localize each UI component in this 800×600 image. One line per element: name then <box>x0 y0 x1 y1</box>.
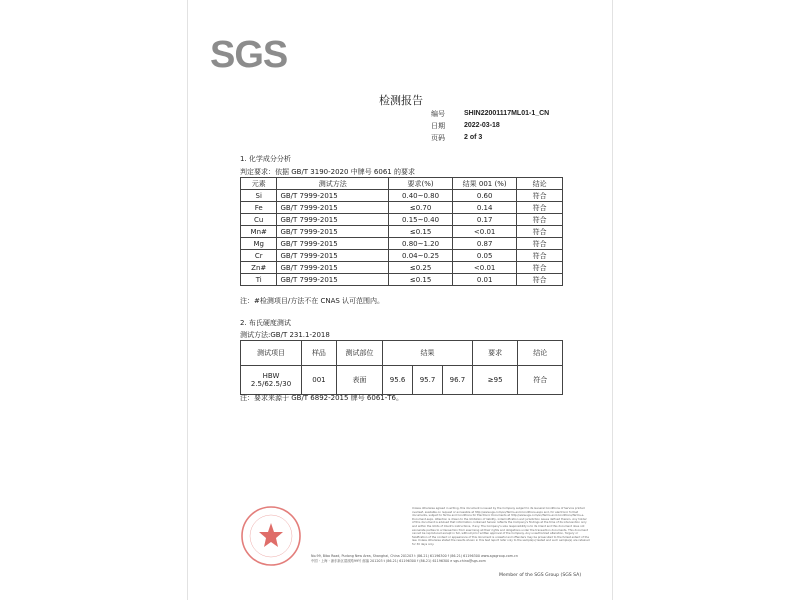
element-cell: Zn# <box>241 262 277 274</box>
result-cell: 0.60 <box>453 190 517 202</box>
conclusion-cell: 符合 <box>517 214 563 226</box>
result-cell: 0.17 <box>453 214 517 226</box>
conclusion-cell: 符合 <box>517 238 563 250</box>
table-header-row <box>241 178 563 190</box>
result-cell: 0.87 <box>453 238 517 250</box>
table-row <box>241 366 563 395</box>
conclusion-cell: 符合 <box>518 366 563 395</box>
conclusion-cell: 符合 <box>517 250 563 262</box>
meta-value: SHIN22001117ML01-1_CN <box>464 110 550 117</box>
meta-key: 页码 <box>431 134 445 142</box>
header-cell: 元素 <box>241 178 277 190</box>
table-row <box>241 250 563 262</box>
conclusion-cell: 符合 <box>517 262 563 274</box>
section2-method: 测试方法:GB/T 231.1-2018 <box>240 331 330 339</box>
sample-cell: 001 <box>302 366 337 395</box>
conclusion-cell: 符合 <box>517 226 563 238</box>
header-cell: 结论 <box>517 178 563 190</box>
method-cell: GB/T 7999-2015 <box>277 190 389 202</box>
element-cell: Cr <box>241 250 277 262</box>
footer-address <box>311 554 518 564</box>
table-header-row <box>241 341 563 366</box>
header-cell: 样品 <box>302 341 337 366</box>
requirement-cell: 0.04~0.25 <box>389 250 453 262</box>
method-cell: GB/T 7999-2015 <box>277 238 389 250</box>
element-cell: Mg <box>241 238 277 250</box>
address-chinese: 中国・上海・浦东新区碧波路99号 邮编 201203 t (86-21) 61196300 f (86-21) 61196300 e sgs.china@sgs.com <box>311 559 486 563</box>
report-page <box>187 0 613 600</box>
footer-disclaimer: Unless otherwise agreed in writing, this document is issued by the Company subject to its General Conditions of Service printed overleaf, available on request or accessible at http://www.sgs.com/en/Terms-and-Conditions.aspx and, for electronic format documents, subject to Terms and Conditions for Electronic Documents at http://www.sgs.com/en/Terms-and-Conditions/Terms-e-Document.aspx. Attention is drawn to the limitation of liability, indemnification and jurisdiction issues defined therein. Any holder of this document is advised that information contained hereon reflects the Company's findings at the time of its intervention only and within the limits of Client's instructions, if any. The Company's sole responsibility is to its Client and this document does not exonerate parties to a transaction from exercising all their rights and obligations under the transaction documents. This document cannot be reproduced except in full, without prior written approval of the Company. Any unauthorized alteration, forgery or falsification of the content or appearance of this document is unlawful and offenders may be prosecuted to the fullest extent of the law. Unless otherwise stated the results shown in this test report refer only to the sample(s) tested and such sample(s) are retained for 30 days only. <box>412 506 590 546</box>
section1-requirement: 判定要求：依据 GB/T 3190-2020 中牌号 6061 的要求 <box>240 168 415 176</box>
result-cell: 0.14 <box>453 202 517 214</box>
element-cell: Fe <box>241 202 277 214</box>
section2-note: 注：要求来源于 GB/T 6892-2015 牌号 6061-T6。 <box>240 394 403 402</box>
requirement-cell: ≤0.25 <box>389 262 453 274</box>
table-row <box>241 214 563 226</box>
meta-row-number <box>431 108 549 120</box>
sgs-logo: SGS <box>210 34 288 76</box>
result-cell: <0.01 <box>453 226 517 238</box>
requirement-cell: ≤0.15 <box>389 274 453 286</box>
element-cell: Mn# <box>241 226 277 238</box>
table-row <box>241 274 563 286</box>
meta-key: 日期 <box>431 122 445 130</box>
member-statement: Member of the SGS Group (SGS SA) <box>499 573 582 578</box>
method-cell: GB/T 7999-2015 <box>277 274 389 286</box>
requirement-cell: ≤0.70 <box>389 202 453 214</box>
document-title: 检测报告 <box>379 94 423 107</box>
header-cell: 要求(%) <box>389 178 453 190</box>
meta-value: 2 of 3 <box>464 134 483 141</box>
element-cell: Si <box>241 190 277 202</box>
location-cell: 表面 <box>336 366 382 395</box>
table-row <box>241 190 563 202</box>
element-cell: Ti <box>241 274 277 286</box>
header-cell: 结论 <box>518 341 563 366</box>
conclusion-cell: 符合 <box>517 274 563 286</box>
method-cell: GB/T 7999-2015 <box>277 262 389 274</box>
meta-row-page <box>431 132 549 144</box>
table-row <box>241 238 563 250</box>
result-cell: 96.7 <box>442 366 472 395</box>
result-cell: 0.01 <box>453 274 517 286</box>
header-cell: 结果 001 (%) <box>453 178 517 190</box>
requirement-cell: ≤0.15 <box>389 226 453 238</box>
table-row <box>241 262 563 274</box>
header-cell: 结果 <box>383 341 473 366</box>
conclusion-cell: 符合 <box>517 190 563 202</box>
result-cell: 95.7 <box>413 366 443 395</box>
test-item-cell: HBW 2.5/62.5/30 <box>241 366 302 395</box>
table-row <box>241 202 563 214</box>
header-cell: 要求 <box>472 341 518 366</box>
requirement-cell: 0.80~1.20 <box>389 238 453 250</box>
result-cell: <0.01 <box>453 262 517 274</box>
requirement-cell: 0.40~0.80 <box>389 190 453 202</box>
hardness-table <box>240 340 563 395</box>
result-cell: 0.05 <box>453 250 517 262</box>
section1-note: 注：#检测项目/方法不在 CNAS 认可范围内。 <box>240 297 385 305</box>
company-seal-stamp <box>240 505 302 567</box>
requirement-cell: 0.15~0.40 <box>389 214 453 226</box>
header-cell: 测试方法 <box>277 178 389 190</box>
section1-heading: 1. 化学成分分析 <box>240 155 291 163</box>
method-cell: GB/T 7999-2015 <box>277 250 389 262</box>
meta-value: 2022-03-18 <box>464 122 500 129</box>
element-cell: Cu <box>241 214 277 226</box>
header-cell: 测试部位 <box>336 341 382 366</box>
method-cell: GB/T 7999-2015 <box>277 202 389 214</box>
address-english: No.99, Bibo Road, Pudong New Area, Shanghai, China 201203 t (86-21) 61196300 f (86-21) 61196300 www.sgsgroup.com.cn <box>311 554 518 558</box>
chemical-composition-table <box>240 177 563 286</box>
conclusion-cell: 符合 <box>517 202 563 214</box>
method-cell: GB/T 7999-2015 <box>277 214 389 226</box>
method-cell: GB/T 7999-2015 <box>277 226 389 238</box>
table-row <box>241 226 563 238</box>
header-cell: 测试项目 <box>241 341 302 366</box>
report-meta <box>431 108 549 144</box>
requirement-cell: ≥95 <box>472 366 518 395</box>
section2-heading: 2. 布氏硬度测试 <box>240 319 291 327</box>
meta-key: 编号 <box>431 110 445 118</box>
result-cell: 95.6 <box>383 366 413 395</box>
meta-row-date <box>431 120 549 132</box>
